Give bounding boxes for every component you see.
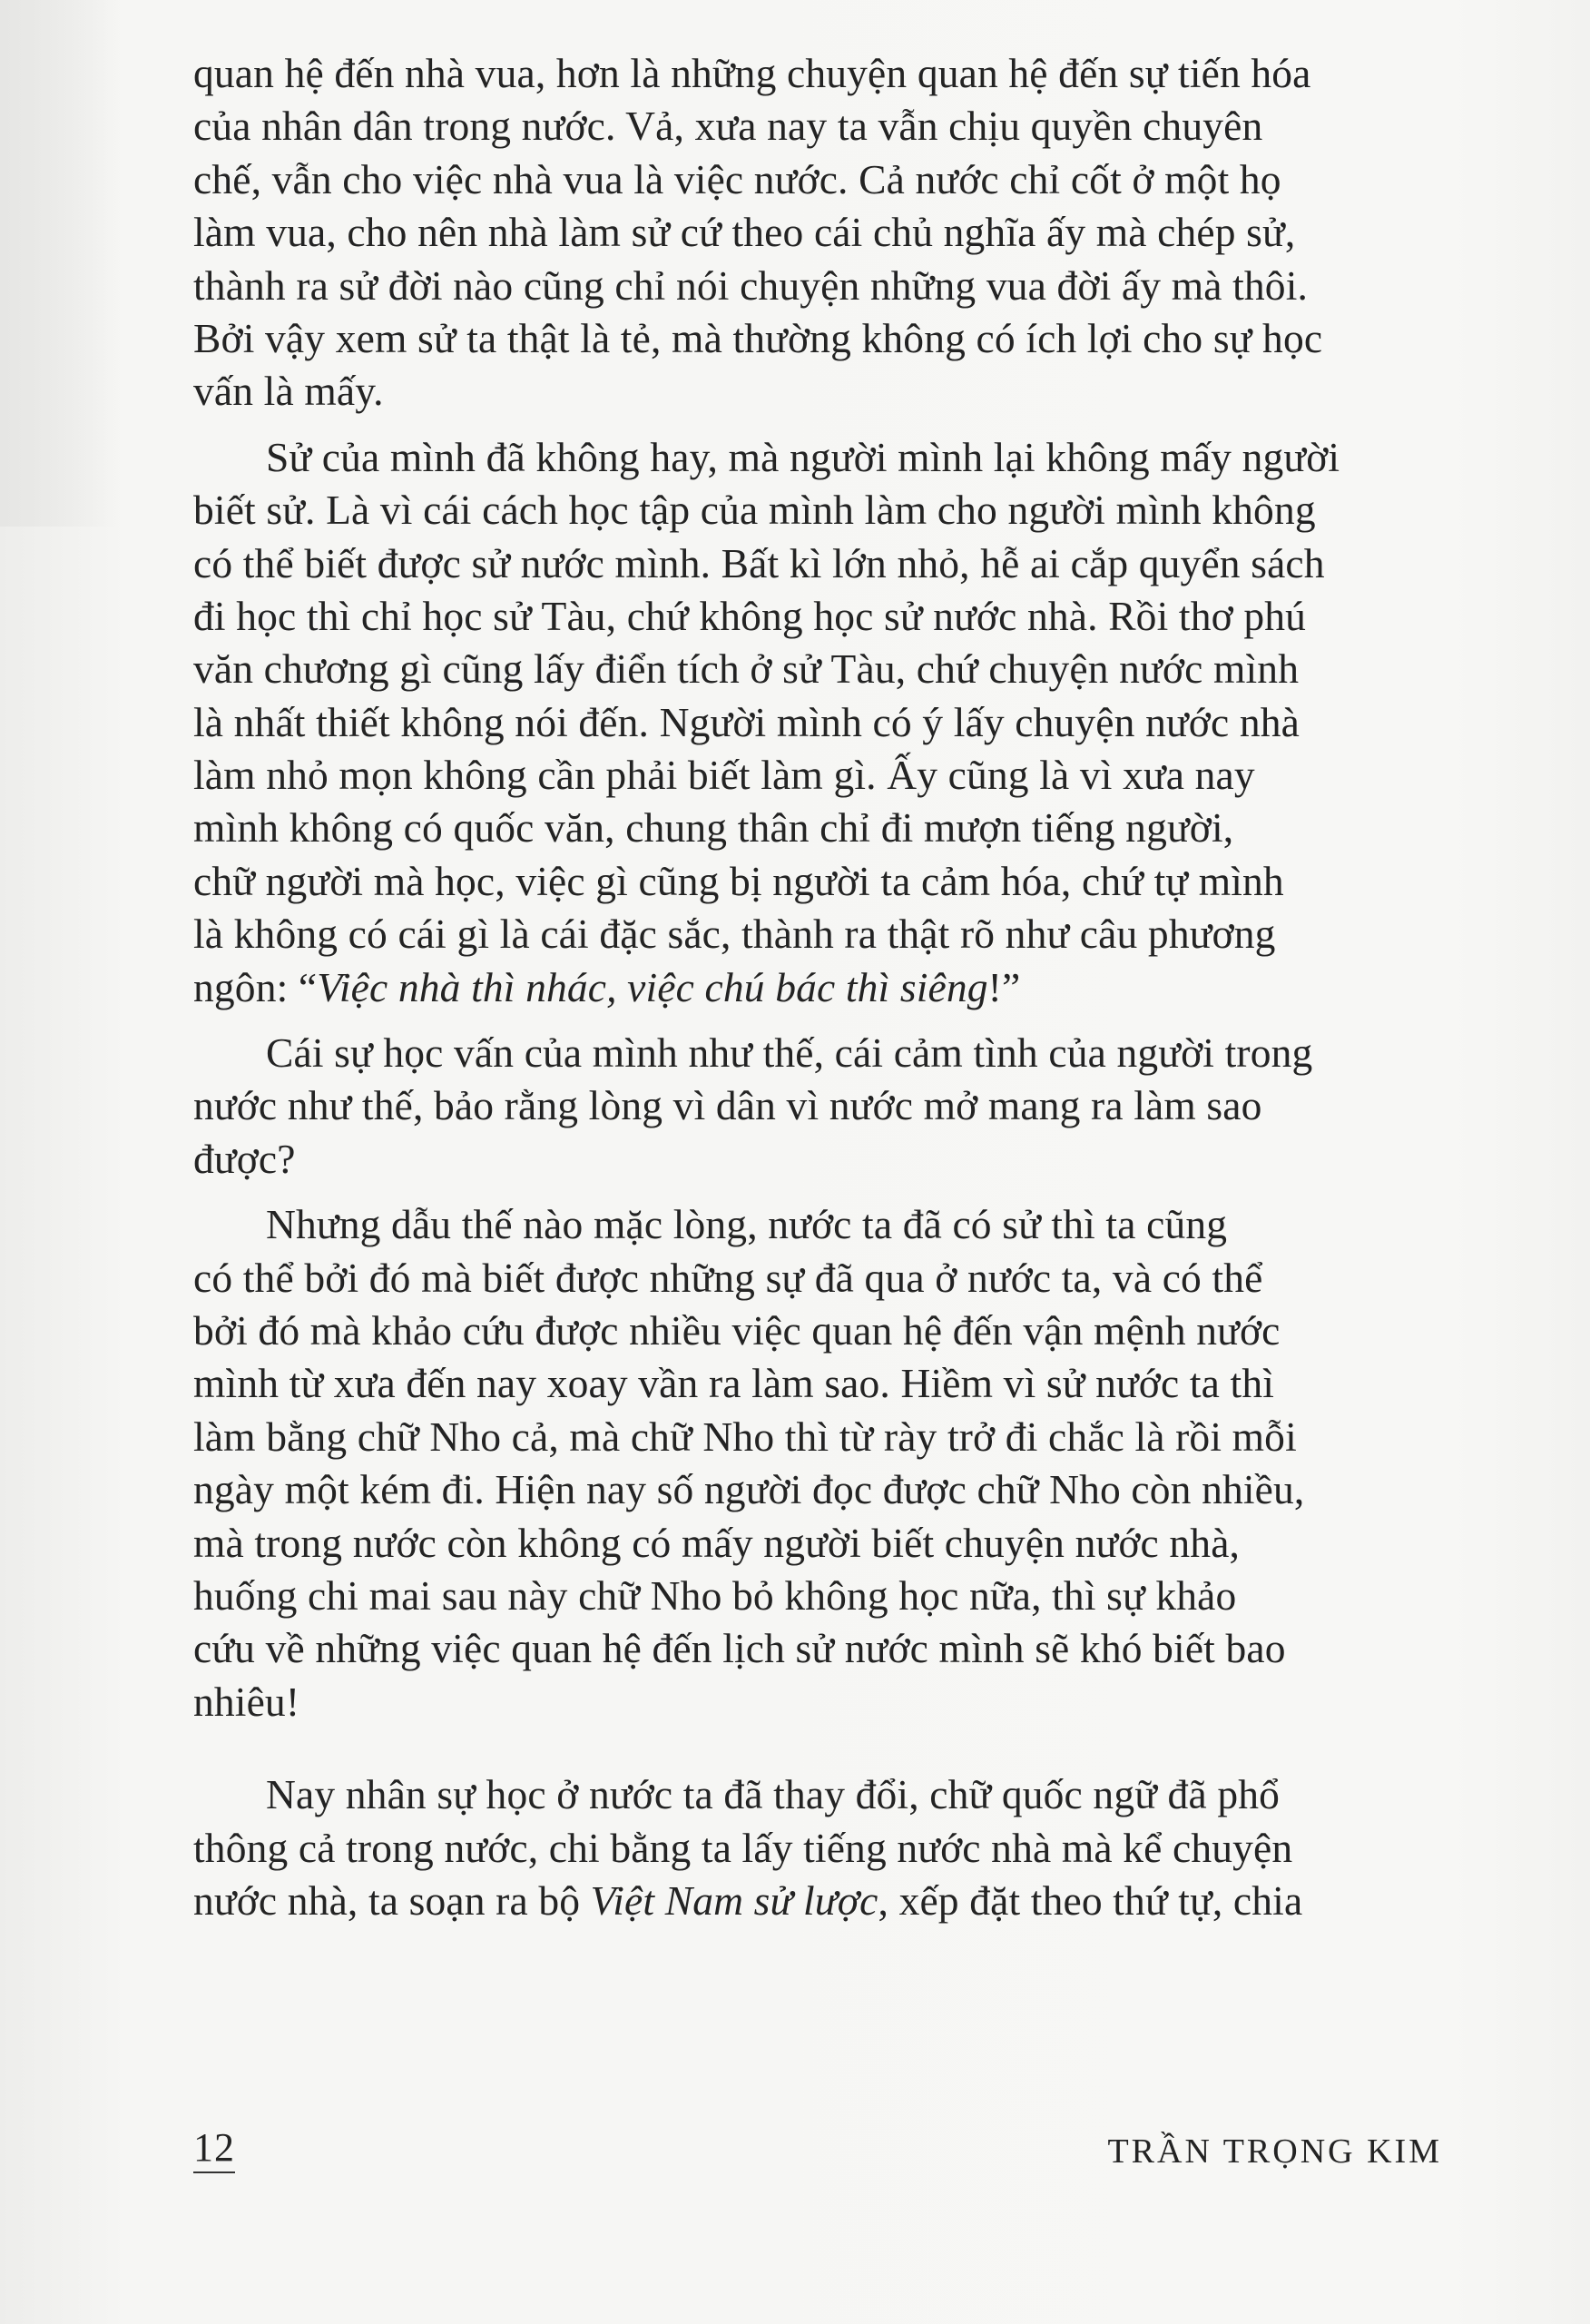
text-line: quan hệ đến nhà vua, hơn là những chuyện quan hệ đến sự tiến hóa xyxy=(193,50,1311,96)
text-line: chữ người mà học, việc gì cũng bị người ta cảm hóa, chứ tự mình xyxy=(193,857,1284,904)
text-line: vấn là mấy. xyxy=(193,368,384,415)
text-line: làm bằng chữ Nho cả, mà chữ Nho thì từ rày trở đi chắc là rồi mỗi xyxy=(193,1413,1297,1460)
text-line: văn chương gì cũng lấy điển tích ở sử Tàu, chứ chuyện nước mình xyxy=(193,645,1300,693)
book-title-italic: Việt Nam sử lược xyxy=(590,1876,878,1924)
text-line: đi học thì chỉ học sử Tàu, chứ không học sử nước nhà. Rồi thơ phú xyxy=(193,592,1307,639)
text-line-quote xyxy=(193,961,1442,1014)
text-line: Bởi vậy xem sử ta thật là tẻ, mà thường không có ích lợi cho sự học xyxy=(193,314,1323,361)
text-line: Sử của mình đã không hay, mà người mình lại không mấy người xyxy=(266,433,1340,480)
paragraph-4 xyxy=(193,1198,1442,1728)
text-line: là nhất thiết không nói đến. Người mình có ý lấy chuyện nước nhà xyxy=(193,698,1300,745)
paragraph-2 xyxy=(193,431,1442,1014)
paragraph-5 xyxy=(193,1768,1442,1927)
text-line: chế, vẫn cho việc nhà vua là việc nước. Cả nước chỉ cốt ở một họ xyxy=(193,155,1281,202)
text-line: Nhưng dẫu thế nào mặc lòng, nước ta đã có sử thì ta cũng xyxy=(266,1201,1228,1248)
page-number-value: 12 xyxy=(193,2125,235,2173)
text-line: cứu về những việc quan hệ đến lịch sử nước mình sẽ khó biết bao xyxy=(193,1625,1286,1672)
text-line: bởi đó mà khảo cứu được nhiều việc quan hệ đến vận mệnh nước xyxy=(193,1306,1281,1354)
text-line: nhiêu! xyxy=(193,1678,300,1725)
text-line: thành ra sử đời nào cũng chỉ nói chuyện những vua đời ấy mà thôi. xyxy=(193,261,1309,309)
text-line: Cái sự học vấn của mình như thế, cái cảm tình của người trong xyxy=(266,1029,1313,1077)
text-line: ngày một kém đi. Hiện nay số người đọc được chữ Nho còn nhiều, xyxy=(193,1466,1305,1513)
page-number xyxy=(193,2124,235,2171)
page-edge-shadow xyxy=(0,0,118,527)
text-line: mà trong nước còn không có mấy người biết chuyện nước nhà, xyxy=(193,1519,1241,1566)
title-suffix: , xếp đặt theo thứ tự, chia xyxy=(878,1876,1303,1924)
text-line: được? xyxy=(193,1135,296,1182)
quote-prefix: ngôn: “ xyxy=(193,963,318,1010)
text-line: làm nhỏ mọn không cần phải biết làm gì. Ấy cũng là vì xưa nay xyxy=(193,752,1255,799)
title-prefix: nước nhà, ta soạn ra bộ xyxy=(193,1876,591,1924)
text-line: mình từ xưa đến nay xoay vần ra làm sao. Hiềm vì sử nước ta thì xyxy=(193,1360,1275,1407)
text-line: thông cả trong nước, chi bằng ta lấy tiếng nước nhà mà kể chuyện xyxy=(193,1824,1293,1871)
text-line-title xyxy=(193,1875,1442,1927)
proverb-italic: Việc nhà thì nhác, việc chú bác thì siêng xyxy=(317,963,988,1010)
text-line: có thể biết được sử nước mình. Bất kì lớn nhỏ, hễ ai cắp quyển sách xyxy=(193,539,1325,586)
text-line: huống chi mai sau này chữ Nho bỏ không học nữa, thì sự khảo xyxy=(193,1571,1237,1619)
paragraph-3 xyxy=(193,1027,1442,1186)
text-line: có thể bởi đó mà biết được những sự đã qua ở nước ta, và có thể xyxy=(193,1254,1263,1301)
running-footer-author: TRẦN TRỌNG KIM xyxy=(1107,2132,1442,2171)
text-line: của nhân dân trong nước. Vả, xưa nay ta vẫn chịu quyền chuyên xyxy=(193,103,1263,150)
text-line: là không có cái gì là cái đặc sắc, thành ra thật rõ như câu phương xyxy=(193,911,1276,958)
paragraph-1 xyxy=(193,47,1442,419)
text-line: biết sử. Là vì cái cách học tập của mình làm cho người mình không xyxy=(193,487,1316,534)
text-line: mình không có quốc văn, chung thân chỉ đi mượn tiếng người, xyxy=(193,804,1234,852)
text-line: Nay nhân sự học ở nước ta đã thay đổi, chữ quốc ngữ đã phổ xyxy=(266,1771,1281,1818)
body-text xyxy=(193,47,1442,1927)
text-line: làm vua, cho nên nhà làm sử cứ theo cái chủ nghĩa ấy mà chép sử, xyxy=(193,209,1296,256)
text-line: nước như thế, bảo rằng lòng vì dân vì nước mở mang ra làm sao xyxy=(193,1082,1262,1129)
quote-suffix: !” xyxy=(987,963,1021,1010)
